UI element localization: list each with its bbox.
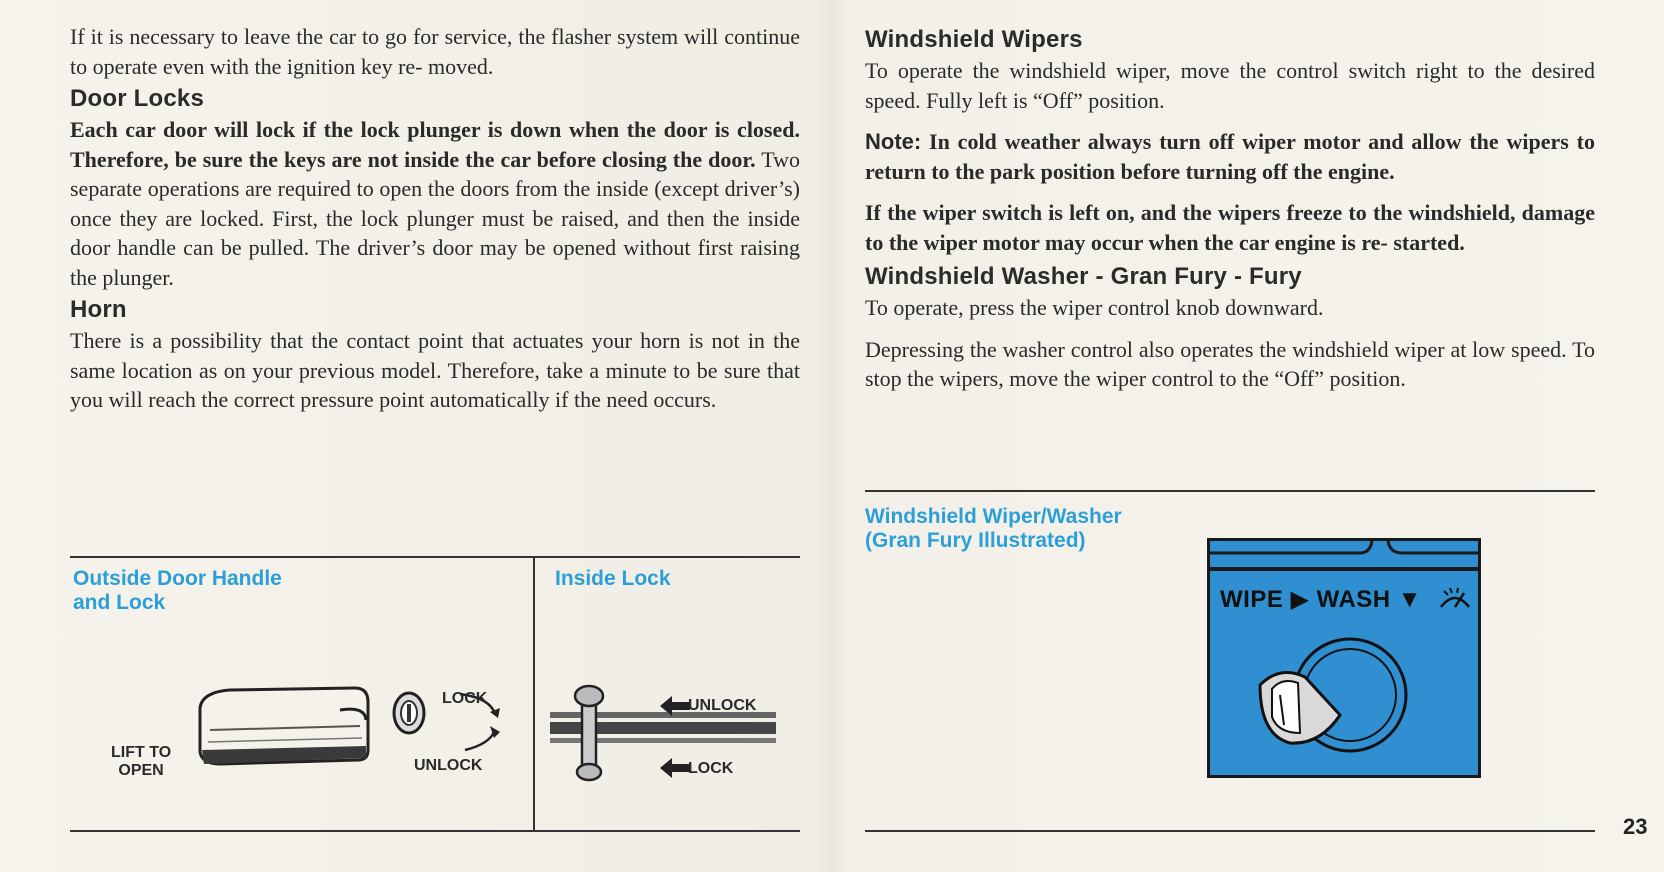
figure-bottom-rule [70, 830, 800, 832]
note-text: In cold weather always turn off wiper motor and allow the wipers to return to the park position before turning off the engine. [865, 129, 1595, 184]
right-column [865, 22, 1595, 394]
wiper-caption-line2: (Gran Fury Illustrated) [865, 529, 1086, 552]
wipe-wash-label: WIPE ▶ WASH ▼ [1220, 586, 1423, 613]
note-label: Note: [865, 129, 922, 154]
open-label: OPEN [118, 762, 164, 779]
page-number: 23 [1623, 814, 1648, 839]
outside-door-caption [73, 567, 282, 615]
figure-top-rule [70, 556, 800, 558]
door-locks-text: Two separate operations are required to open the doors from the inside (except driver’s) once they are locked. First, the lock plunger must be raised, and then the inside door handle can be pulled. The driver’s door may be opened without first raising the plunger. [70, 146, 800, 290]
wiper-knob-icon[interactable] [1250, 625, 1420, 775]
lift-to-label: LIFT TO [111, 744, 172, 761]
outside-lock-label: LOCK [442, 690, 488, 707]
inside-unlock-label: UNLOCK [688, 697, 757, 714]
intro-paragraph: If it is necessary to leave the car to go for service, the flasher system will continue to operate even with the ignition key re- moved. [70, 24, 800, 79]
horn-paragraph: There is a possibility that the contact point that actuates your horn is not in the same location as on your previous model. Therefore, take a minute to be sure that you will reach the correct pressure point automatically if the need occurs. [70, 328, 800, 412]
door-handle-illustration [190, 680, 540, 790]
wiper-figure-top-rule [865, 490, 1595, 492]
wipers-note [865, 127, 1595, 186]
inside-lock-caption: Inside Lock [555, 567, 671, 590]
wipers-paragraph: To operate the windshield wiper, move the control switch right to the desired speed. Fully left is “Off” position. [865, 58, 1595, 113]
outside-door-caption-line2: and Lock [73, 591, 166, 614]
washer-paragraph-1: To operate, press the wiper control knob downward. [865, 295, 1324, 320]
wiper-caption-line1: Windshield Wiper/Washer [865, 505, 1122, 528]
door-locks-bold-text: Each car door will lock if the lock plunger is down when the door is closed. Therefore, be sure the keys are not inside the car before closing the door. [70, 117, 800, 172]
left-column [70, 22, 800, 415]
lift-to-open-label [111, 744, 171, 780]
inside-lock-label: LOCK [688, 760, 734, 777]
horn-heading: Horn [70, 296, 127, 323]
outside-unlock-label: UNLOCK [414, 757, 483, 774]
wiper-washer-caption [865, 505, 1122, 553]
wiper-symbol-icon [1438, 585, 1472, 611]
outside-door-caption-line1: Outside Door Handle [73, 567, 282, 590]
wiper-control-panel [1207, 538, 1481, 778]
washer-heading: Windshield Washer - Gran Fury - Fury [865, 263, 1302, 290]
wiper-panel-trim [1210, 541, 1478, 581]
wipers-warning: If the wiper switch is left on, and the wipers freeze to the windshield, damage to the wiper motor may occur when the car engine is re- started. [865, 200, 1595, 255]
door-locks-heading: Door Locks [70, 85, 205, 112]
wiper-figure-bottom-rule [865, 830, 1595, 832]
door-locks-paragraph [70, 115, 800, 292]
windshield-wipers-heading: Windshield Wipers [865, 26, 1083, 53]
washer-paragraph-2: Depressing the washer control also operates the windshield wiper at low speed. To stop the wipers, move the wiper control to the “Off” position. [865, 336, 1595, 391]
